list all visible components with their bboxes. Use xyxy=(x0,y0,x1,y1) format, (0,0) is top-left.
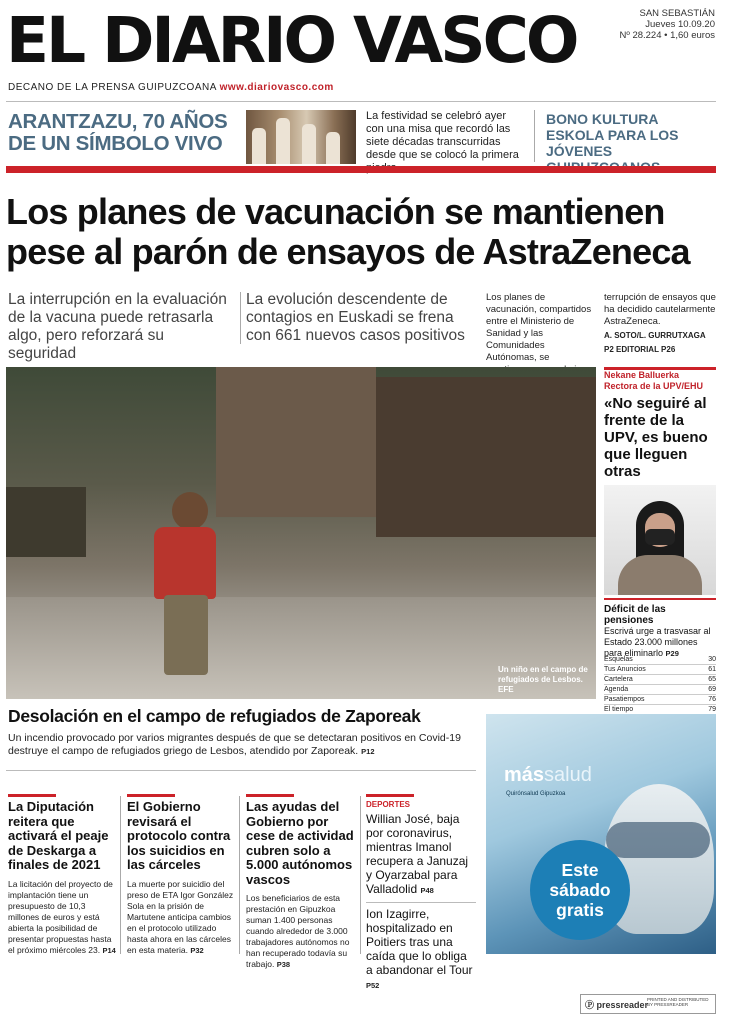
teaser-bono-text: BONO KULTURA ESKOLA PARA LOS JÓVENES xyxy=(546,111,679,159)
pressreader-icon: Ⓟ xyxy=(585,1000,595,1010)
divider xyxy=(239,796,240,954)
masthead-title: EL DIARIO VASCO xyxy=(6,4,577,77)
index-row[interactable] xyxy=(604,655,716,665)
authors: A. SOTO/L. GURRUTXAGA xyxy=(604,331,706,340)
story-column-2[interactable] xyxy=(127,800,237,956)
photo-story-text: Un incendio provocado por varios migrantes después de que se detectaran positivos en Covid-19 destruye el campo de refugiados griego de Lesbos, atendido por Zaporeak. xyxy=(8,732,461,757)
tagline-text: DECANO DE LA PRENSA GUIPUZCOANA xyxy=(8,82,217,93)
lead-headline[interactable] xyxy=(6,192,726,272)
page-ref: P2 EDITORIAL P26 xyxy=(604,345,676,354)
caption-text: Un niño en el campo de refugiados de Lesbos. xyxy=(498,665,588,684)
figure-shape xyxy=(302,124,316,164)
deportes-item-1[interactable] xyxy=(366,812,476,898)
photo-story-title[interactable]: Desolación en el campo de refugiados de Zaporeak xyxy=(8,706,421,726)
divider xyxy=(6,101,716,102)
page-ref: P38 xyxy=(276,960,291,969)
person-role: Rectora de la UPV/EHU xyxy=(604,381,704,391)
figure-shape xyxy=(326,132,340,164)
photo-caption xyxy=(498,665,590,695)
child-head xyxy=(172,492,208,530)
sidebar-quote[interactable] xyxy=(604,395,716,499)
red-bar xyxy=(6,166,716,173)
page-ref: P14 xyxy=(102,945,116,955)
issue-number: Nº 28.224 • 1,60 euros xyxy=(619,30,715,41)
figure-shape xyxy=(252,128,266,164)
pensiones-body: Escrivá urge a trasvasar al Estado 23.000 millones para eliminarlo xyxy=(604,626,711,658)
promo-badge: Este sábado gratis xyxy=(530,840,630,940)
index-row[interactable] xyxy=(604,695,716,705)
red-rule xyxy=(127,794,175,797)
index-label: Cartelera xyxy=(604,676,633,683)
page-ref: P52 xyxy=(366,981,380,990)
brand-part: salud xyxy=(544,764,592,786)
index-row[interactable] xyxy=(604,665,716,675)
pressreader-label: pressreader xyxy=(596,1000,649,1010)
red-rule xyxy=(366,794,414,797)
story-title: El Gobierno revisará el protocolo contra los suicidios en las cárceles xyxy=(127,799,231,872)
deportes-text: Ion Izagirre, hospitalizado en Poitiers tras una caída que lo obliga a abandonar el Tour xyxy=(366,907,473,977)
lead-text-col-2 xyxy=(604,292,716,356)
index-row[interactable] xyxy=(604,685,716,695)
divider xyxy=(240,292,241,344)
masthead-tagline xyxy=(8,82,334,93)
supplement-small: Quirónsalud Gipuzkoa xyxy=(506,791,566,797)
story-text: Los beneficiarios de esta prestación en Gipuzkoa suman 1.400 personas cuando alrededor de 3.000 trabajadores autónomos no han recuperado todavía su trabajo. xyxy=(246,893,350,969)
index-label: Esquelas xyxy=(604,656,633,663)
mask xyxy=(645,529,675,545)
page-ref: P48 xyxy=(420,886,434,895)
story-title: Las ayudas del Gobierno por cese de actividad cubren solo a 5.000 autónomos vascos xyxy=(246,799,354,887)
figure-shape xyxy=(276,118,290,164)
deportes-text: Willian José, baja por coronavirus, mientras Imanol recupera a Januzaj y Oyarzabal para Valladolid xyxy=(366,812,469,896)
red-rule xyxy=(604,598,716,600)
date: Jueves 10.09.20 xyxy=(645,19,715,30)
face-shield xyxy=(606,822,710,858)
brand-part: más xyxy=(504,764,545,786)
divider xyxy=(534,110,535,162)
lead-text: terrupción de ensayos que ha decidido cautelarmente AstraZeneca. xyxy=(604,292,716,327)
site-url[interactable]: www.diariovasco.com xyxy=(219,82,334,93)
lead-sub-2: La evolución descendente de contagios en Euskadi se frena con 661 nuevos casos positivos xyxy=(246,291,465,344)
story-title: La Diputación reitera que activará el peaje de Deskarga a finales de 2021 xyxy=(8,799,109,872)
pressreader-badge[interactable] xyxy=(580,994,716,1014)
headline-line: Los planes de vacunación se mantienen xyxy=(6,191,665,232)
deportes-item-2[interactable] xyxy=(366,907,476,993)
red-rule xyxy=(246,794,294,797)
pressreader-small: PRINTED AND DISTRIBUTED BY PRESSREADER xyxy=(647,997,709,1007)
pensiones-title: Déficit de las pensiones xyxy=(604,604,666,626)
burnt-structure xyxy=(376,377,596,537)
index-page: 79 xyxy=(708,706,716,713)
photo-credit: EFE xyxy=(498,685,514,694)
pensiones-brief[interactable] xyxy=(604,604,716,659)
story-column-1[interactable] xyxy=(8,800,118,956)
lead-sub-1: La interrupción en la evaluación de la vacuna puede retrasarla algo, pero reforzará su seguridad xyxy=(8,291,227,362)
story-text: La muerte por suicidio del preso de ETA Igor González Sola en la prisión de Martutene anticipa cambios en el protocolo utilizado hasta ahora en las cárceles en esta materia. xyxy=(127,878,234,955)
main-photo xyxy=(6,367,596,699)
story-body xyxy=(127,879,237,956)
story-column-3[interactable] xyxy=(246,800,358,970)
index-label: Pasatiempos xyxy=(604,696,645,703)
divider xyxy=(360,796,361,954)
person-name: Nekane Balluerka xyxy=(604,370,680,380)
teaser-text: La festividad se celebró ayer con una misa que recordó las siete décadas transcurridas desde que se colocó la primera xyxy=(366,110,519,161)
index-page: 65 xyxy=(708,676,716,683)
child-legs xyxy=(164,595,208,675)
index-page: 76 xyxy=(708,696,716,703)
index-label: Tus Anuncios xyxy=(604,666,646,673)
index-label: Agenda xyxy=(604,686,629,693)
story-text: La licitación del proyecto de implantación tiene un presupuesto de 10,3 millones de euros y está abierta la posibilidad de presentar propuestas hasta el próximo miércoles 23. xyxy=(8,878,113,955)
quote-text: «No seguiré al frente de la UPV, es bueno que lleguen otras xyxy=(604,395,708,480)
supplement-brand xyxy=(504,764,592,787)
deportes-column xyxy=(366,800,476,993)
story-body xyxy=(8,879,118,956)
sidebar-header xyxy=(604,370,703,392)
page-ref: P12 xyxy=(361,747,375,756)
red-rule xyxy=(8,794,56,797)
index-page: 61 xyxy=(708,666,716,673)
photo-story-body xyxy=(8,732,488,758)
divider xyxy=(6,770,476,771)
portrait-photo xyxy=(604,485,716,595)
page-ref: P29 xyxy=(665,649,679,658)
shirt xyxy=(618,555,702,595)
burnt-structure xyxy=(216,367,376,517)
index-row[interactable] xyxy=(604,675,716,685)
divider xyxy=(366,902,476,903)
city: SAN SEBASTIÁN xyxy=(639,8,715,19)
index-label: El tiempo xyxy=(604,706,634,713)
masthead-meta xyxy=(619,8,715,41)
teaser-arantzazu[interactable]: ARANTZAZU, 70 AÑOS DE UN SÍMBOLO VIVO xyxy=(8,110,228,155)
index-page: 69 xyxy=(708,686,716,693)
section-label: DEPORTES xyxy=(366,800,411,809)
index-table xyxy=(604,655,716,715)
page-ref: P32 xyxy=(190,945,204,955)
headline-line: pese al parón de ensayos de AstraZeneca xyxy=(6,231,690,272)
lead-text-col-1: Los planes de vacunación, compartidos entre el Ministerio de Sanidad y las Comunidades Autónomas, se xyxy=(486,292,592,363)
child-body xyxy=(154,527,216,599)
index-page: 30 xyxy=(708,656,716,663)
story-body xyxy=(246,893,358,970)
teaser-photo xyxy=(246,110,356,164)
divider xyxy=(120,796,121,954)
debris xyxy=(6,487,86,557)
supplement-promo[interactable] xyxy=(486,714,716,954)
